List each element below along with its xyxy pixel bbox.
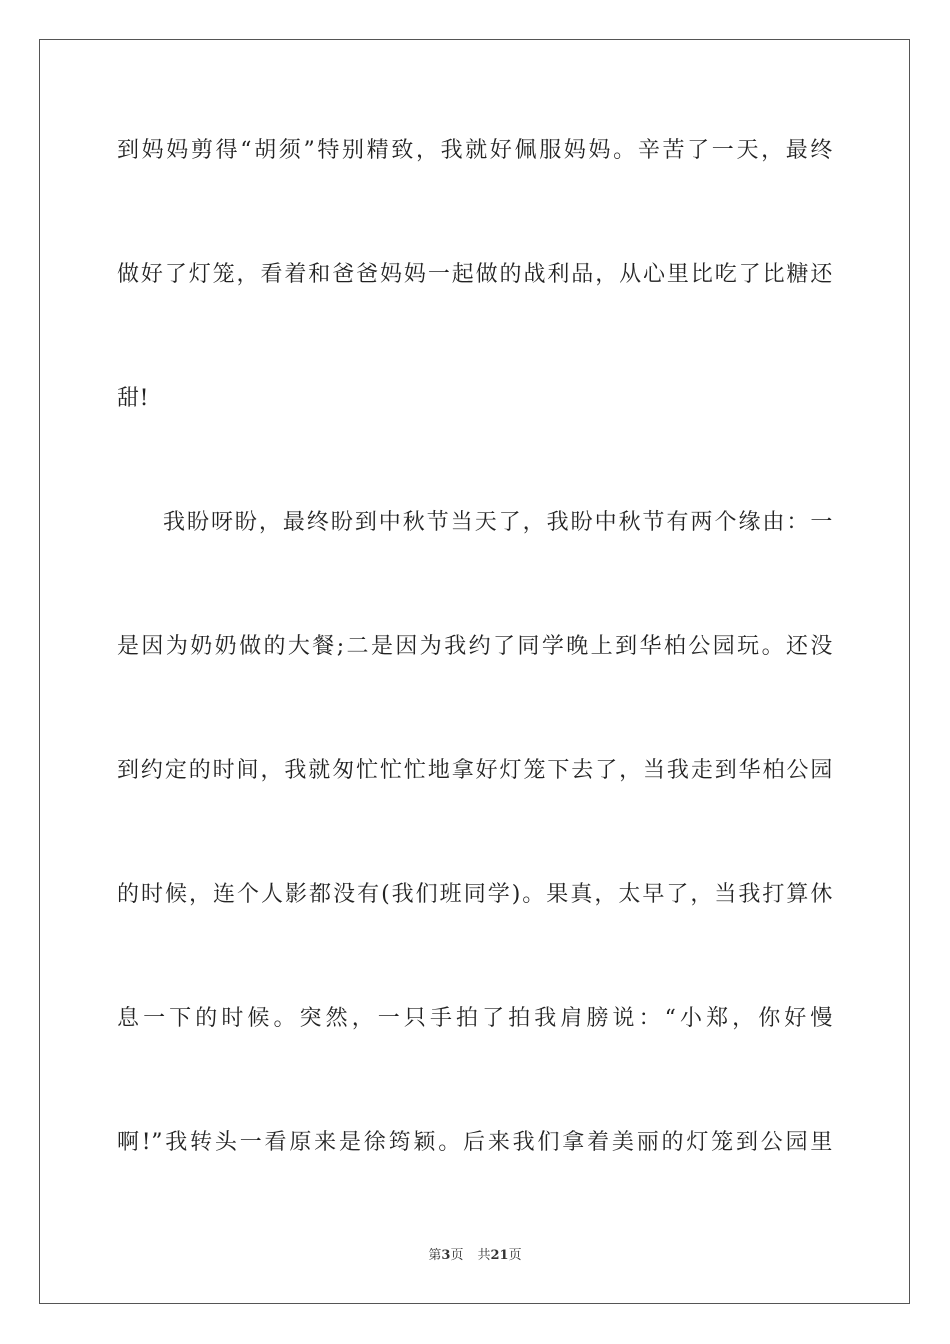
body-text-line: 到约定的时间，我就匆忙忙忙地拿好灯笼下去了，当我走到华柏公园 <box>117 758 833 783</box>
body-text-line: 的时候，连个人影都没有(我们班同学)。果真，太早了，当我打算休 <box>117 882 833 907</box>
body-text-line: 到妈妈剪得“胡须”特别精致，我就好佩服妈妈。辛苦了一天，最终 <box>117 138 833 163</box>
body-text-line: 甜! <box>117 386 150 411</box>
total-pages: 21 <box>490 1248 509 1263</box>
total-suffix: 页 <box>508 1248 522 1263</box>
total-prefix: 共 <box>477 1248 491 1263</box>
page-number: 3 <box>441 1248 451 1263</box>
page-border <box>39 39 910 1304</box>
body-text-line: 息一下的时候。突然，一只手拍了拍我肩膀说：“小郑，你好慢 <box>117 1006 833 1031</box>
body-text-line: 啊!”我转头一看原来是徐筠颖。后来我们拿着美丽的灯笼到公园里 <box>117 1130 833 1155</box>
page-footer <box>0 1247 950 1265</box>
body-text-line: 是因为奶奶做的大餐;二是因为我约了同学晚上到华柏公园玩。还没 <box>117 634 833 659</box>
body-text-line: 做好了灯笼，看着和爸爸妈妈一起做的战利品，从心里比吃了比糖还 <box>117 262 833 287</box>
page-prefix: 第 <box>428 1248 442 1263</box>
paragraph-first-line: 我盼呀盼，最终盼到中秋节当天了，我盼中秋节有两个缘由：一 <box>163 510 833 535</box>
page-suffix: 页 <box>450 1248 464 1263</box>
